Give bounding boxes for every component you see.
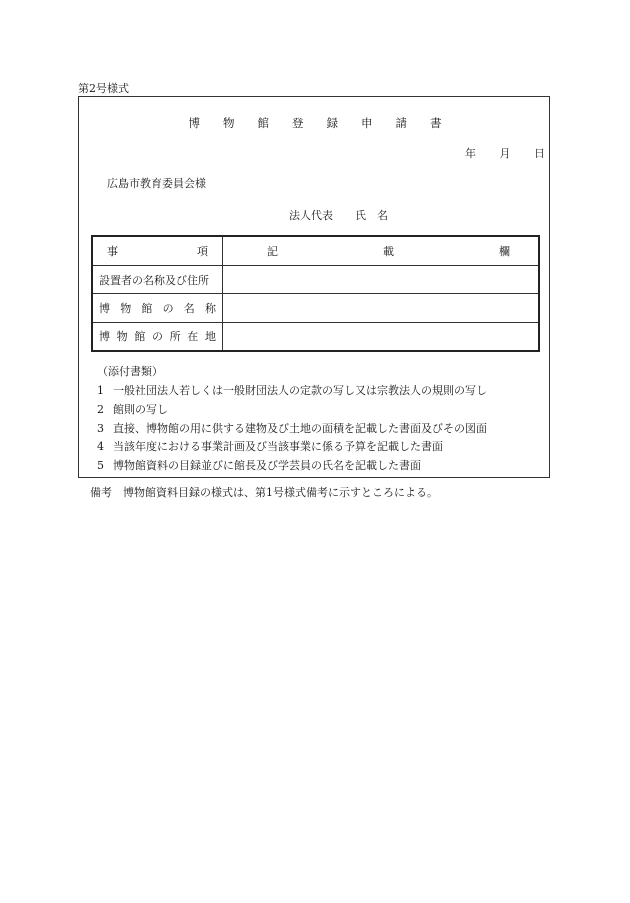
attachment-item: 2 館則の写し: [97, 403, 168, 416]
title-char: 録: [326, 116, 338, 130]
applicant-label: 法人代表: [289, 209, 333, 222]
title-char: 書: [430, 116, 442, 130]
row-label-museum-location: 博 物 館 の 所 在 地: [92, 322, 223, 351]
date-year: 年: [465, 147, 476, 160]
applicant-line: [289, 207, 388, 223]
attachment-item: 4 当該年度における事業計画及び当該事業に係る予算を記載した書面: [97, 440, 443, 453]
entry-table: [91, 235, 540, 352]
applicant-name-label: 氏 名: [355, 209, 388, 222]
addressee: 広島市教育委員会様: [107, 177, 206, 190]
row-value-museum-name[interactable]: [223, 294, 540, 322]
title-char: 博: [188, 116, 200, 130]
attachments-heading: （添付書類）: [97, 365, 163, 378]
row-label-museum-name: 博 物 館 の 名 称: [92, 294, 223, 322]
attachment-item: 3 直接、博物館の用に供する建物及び土地の面積を記載した書面及びその図面: [97, 422, 487, 435]
row-label-founder: 設置者の名称及び住所: [92, 266, 223, 294]
date-line: [465, 145, 545, 161]
title-char: 物: [223, 116, 235, 130]
header-cell-item: 事 項: [92, 236, 223, 266]
row-value-museum-location[interactable]: [223, 322, 540, 351]
title-char: 申: [361, 116, 373, 130]
application-form: [78, 96, 550, 478]
row-value-founder[interactable]: [223, 266, 540, 294]
remarks-note: 備考 博物館資料目録の様式は、第1号様式備考に示すところによる。: [90, 486, 438, 499]
table-row: [92, 322, 539, 351]
title-char: 登: [292, 116, 304, 130]
attachment-item: 1 一般社団法人若しくは一般財団法人の定款の写し又は宗教法人の規則の写し: [97, 384, 487, 397]
attachment-item: 5 博物館資料の目録並びに館長及び学芸員の氏名を記載した書面: [97, 459, 421, 472]
date-day: 日: [534, 147, 545, 160]
header-cell-entry: 記 載 欄: [223, 236, 540, 266]
title-char: 館: [257, 116, 269, 130]
date-month: 月: [499, 147, 511, 160]
title-char: 請: [395, 116, 407, 130]
table-row: [92, 266, 539, 294]
form-number: 第2号様式: [78, 82, 129, 95]
form-title: [79, 115, 551, 131]
table-header-row: [92, 236, 539, 266]
table-row: [92, 294, 539, 322]
